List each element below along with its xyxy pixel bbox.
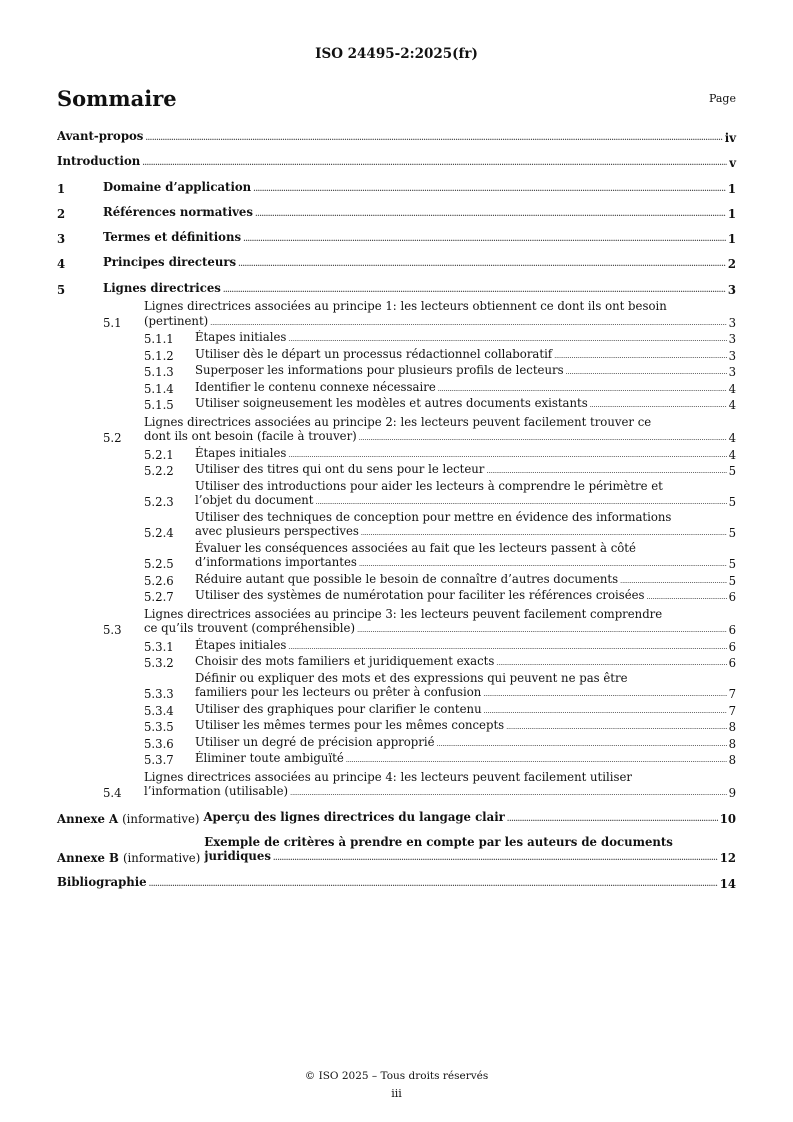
toc-entry-title bbox=[144, 607, 727, 638]
toc-entry[interactable] bbox=[57, 180, 736, 197]
toc-entry[interactable] bbox=[57, 363, 736, 380]
toc-entry-number: 5.1.4 bbox=[144, 381, 174, 396]
toc-entry-page: 9 bbox=[728, 786, 736, 801]
toc-entry-page: 4 bbox=[728, 398, 736, 413]
annex-letter: Annexe B bbox=[57, 851, 119, 866]
document-header: ISO 24495-2:2025(fr) bbox=[315, 46, 478, 62]
toc-entry-title-line: Lignes directrices associées au principe 2: les lecteurs peuvent facilement trouver ce bbox=[144, 414, 652, 429]
toc-entry-title bbox=[195, 671, 727, 702]
toc-entry-page: 3 bbox=[728, 315, 736, 330]
toc-entry-title: Utiliser les mêmes termes pour les mêmes concepts ..... bbox=[195, 718, 727, 735]
toc-entry-title-line: Utiliser des techniques de conception pour mettre en évidence des informations bbox=[195, 509, 672, 524]
toc-entry-number: 5.1.5 bbox=[144, 398, 174, 413]
toc-entry-number: 5.3.5 bbox=[144, 720, 174, 735]
toc-entry[interactable] bbox=[57, 718, 736, 735]
toc-entry[interactable] bbox=[57, 462, 736, 479]
toc-entry-page: v bbox=[729, 156, 736, 171]
toc-entry-title-line: Lignes directrices associées au principe 4: les lecteurs peuvent facilement utiliser bbox=[144, 769, 632, 784]
toc-entry[interactable] bbox=[57, 735, 736, 752]
toc-entry-number: 5.3.7 bbox=[144, 753, 174, 768]
toc-entry-page: 6 bbox=[728, 590, 736, 605]
toc-entry-number: 5.2.6 bbox=[144, 573, 174, 588]
toc-entry-title-line: familiers pour les lecteurs ou prêter à confusion ..... bbox=[195, 685, 727, 702]
toc-entry-page: 5 bbox=[728, 464, 736, 479]
toc-entry-title: Références normatives ..... bbox=[103, 205, 726, 222]
page-title: Sommaire bbox=[57, 86, 177, 111]
toc-entry-page: 4 bbox=[728, 431, 736, 446]
toc-entry-title: Utiliser dès le départ un processus rédactionnel collaboratif ..... bbox=[195, 347, 727, 364]
toc-entry-title-line: d’informations importantes ..... bbox=[195, 555, 727, 572]
toc-entry-title-line: avec plusieurs perspectives ..... bbox=[195, 524, 727, 541]
toc-entry-title bbox=[144, 415, 727, 446]
toc-entry-title: Aperçu des lignes directrices du langage clair ..... bbox=[203, 810, 717, 827]
toc-entry-title-line: juridiques ..... bbox=[204, 849, 717, 866]
toc-entry[interactable] bbox=[57, 281, 736, 298]
toc-entry-title: Utiliser des titres qui ont du sens pour le lecteur ..... bbox=[195, 462, 727, 479]
toc-entry[interactable] bbox=[57, 415, 736, 446]
toc-entry[interactable] bbox=[57, 654, 736, 671]
toc-entry-number: 5.2.2 bbox=[144, 464, 174, 479]
annex-letter: Annexe A bbox=[57, 811, 119, 826]
toc-entry-title: Utiliser des systèmes de numérotation pour faciliter les références croisées ..... bbox=[195, 588, 727, 605]
toc-entry[interactable] bbox=[57, 330, 736, 347]
toc-entry-title bbox=[144, 299, 727, 330]
toc-entry-page: 8 bbox=[728, 720, 736, 735]
toc-entry-number: 4 bbox=[57, 257, 66, 272]
toc-entry-page: 3 bbox=[727, 282, 736, 297]
toc-entry[interactable] bbox=[57, 396, 736, 413]
toc-entry-title-line: Définir ou expliquer des mots et des expressions qui peuvent ne pas être bbox=[195, 670, 628, 685]
page-number: iii bbox=[391, 1087, 402, 1100]
toc-entry-number: 5.2.7 bbox=[144, 590, 174, 605]
toc-entry-title: Identifier le contenu connexe nécessaire ..... bbox=[195, 380, 727, 397]
toc-entry[interactable] bbox=[57, 154, 736, 171]
toc-entry-page: 8 bbox=[728, 736, 736, 751]
toc-entry-page: 3 bbox=[728, 332, 736, 347]
toc-entry-title bbox=[195, 541, 727, 572]
toc-entry-page: 1 bbox=[727, 181, 736, 196]
toc-entry-page: 6 bbox=[728, 656, 736, 671]
annex-informative: (informative) bbox=[122, 851, 201, 866]
toc-entry-title-line: l’information (utilisable) ..... bbox=[144, 784, 727, 801]
annex-label bbox=[57, 812, 203, 827]
toc-entry-title: Utiliser un degré de précision approprié ..... bbox=[195, 735, 727, 752]
toc-entry-number: 5.1 bbox=[103, 315, 122, 330]
toc-entry-number: 5.2 bbox=[103, 431, 122, 446]
toc-entry[interactable] bbox=[57, 588, 736, 605]
toc-entry-number: 5.4 bbox=[103, 786, 122, 801]
toc-entry-page: 5 bbox=[728, 573, 736, 588]
toc-annex-entry[interactable] bbox=[57, 810, 736, 827]
toc-entry-title: Avant-propos ..... bbox=[57, 129, 723, 146]
toc-entry-title: Étapes initiales ..... bbox=[195, 446, 727, 463]
toc-entry-page: 2 bbox=[727, 257, 736, 272]
toc-entry-number: 5.1.2 bbox=[144, 348, 174, 363]
toc-entry-number: 5.3.6 bbox=[144, 736, 174, 751]
toc-entry-page: 1 bbox=[727, 232, 736, 247]
toc-entry-number: 5.3 bbox=[103, 623, 122, 638]
toc-entry-title bbox=[195, 510, 727, 541]
toc-entry-title-line: Utiliser des introductions pour aider les lecteurs à comprendre le périmètre et bbox=[195, 478, 663, 493]
toc-entry-title: Réduire autant que possible le besoin de connaître d’autres documents ..... bbox=[195, 572, 727, 589]
toc-entry[interactable] bbox=[57, 446, 736, 463]
toc-entry-page: 8 bbox=[728, 753, 736, 768]
toc-entry-number: 3 bbox=[57, 232, 66, 247]
toc-entry-page: 4 bbox=[728, 381, 736, 396]
toc-entry-number: 5.3.4 bbox=[144, 703, 174, 718]
toc-entry-title bbox=[144, 770, 727, 801]
toc-entry-number: 5.1.1 bbox=[144, 332, 174, 347]
toc-entry-number: 5.2.4 bbox=[144, 526, 174, 541]
toc-entry-title: Bibliographie ..... bbox=[57, 875, 718, 892]
toc-entry[interactable] bbox=[57, 205, 736, 222]
toc-entry[interactable] bbox=[57, 541, 736, 572]
toc-entry-number: 5 bbox=[57, 282, 66, 297]
toc-entry-title: Superposer les informations pour plusieurs profils de lecteurs ..... bbox=[195, 363, 727, 380]
toc-entry-number: 5.1.3 bbox=[144, 365, 174, 380]
toc-entry-page: 6 bbox=[728, 639, 736, 654]
toc-entry[interactable] bbox=[57, 380, 736, 397]
toc-entry[interactable] bbox=[57, 479, 736, 510]
toc-entry-title-line: Lignes directrices associées au principe 1: les lecteurs obtiennent ce dont ils ont besoin bbox=[144, 299, 667, 314]
toc-entry-title: Introduction ..... bbox=[57, 154, 727, 171]
annex-label bbox=[57, 851, 204, 866]
toc-entry-number: 2 bbox=[57, 206, 66, 221]
toc-entry[interactable] bbox=[57, 255, 736, 272]
toc-entry[interactable] bbox=[57, 299, 736, 330]
toc-annex-entry[interactable] bbox=[57, 835, 736, 866]
toc-entry[interactable] bbox=[57, 129, 736, 146]
toc-entry[interactable] bbox=[57, 230, 736, 247]
toc-entry[interactable] bbox=[57, 607, 736, 638]
toc-entry-title: Éliminer toute ambiguïté ..... bbox=[195, 751, 727, 768]
toc-entry-title-line: dont ils ont besoin (facile à trouver) ..... bbox=[144, 429, 727, 446]
toc-entry-title-line: ce qu’ils trouvent (compréhensible) ..... bbox=[144, 621, 727, 638]
toc-entry-title: Étapes initiales ..... bbox=[195, 638, 727, 655]
toc-entry-number: 5.3.2 bbox=[144, 656, 174, 671]
toc-bibliography-entry[interactable] bbox=[57, 875, 736, 892]
toc-entry-number: 5.2.5 bbox=[144, 557, 174, 572]
toc-entry-page: 7 bbox=[728, 687, 736, 702]
toc-entry[interactable] bbox=[57, 638, 736, 655]
toc-entry[interactable] bbox=[57, 751, 736, 768]
toc-entry-number: 1 bbox=[57, 181, 66, 196]
toc-entry-page: 5 bbox=[728, 526, 736, 541]
toc-entry-number: 5.2.1 bbox=[144, 447, 174, 462]
toc-entry-number: 5.2.3 bbox=[144, 495, 174, 510]
toc-entry-page: 3 bbox=[728, 365, 736, 380]
toc-entry[interactable] bbox=[57, 510, 736, 541]
toc-entry-number: 5.3.3 bbox=[144, 687, 174, 702]
annex-informative: (informative) bbox=[122, 811, 200, 826]
toc-entry-title: Utiliser des graphiques pour clarifier le contenu ..... bbox=[195, 702, 727, 719]
toc-entry[interactable] bbox=[57, 572, 736, 589]
toc-entry-title: Termes et définitions ..... bbox=[103, 230, 726, 247]
toc-entry-page: 4 bbox=[728, 447, 736, 462]
toc-entry-number: 5.3.1 bbox=[144, 639, 174, 654]
toc-entry-page: 1 bbox=[727, 206, 736, 221]
toc-entry-page: 5 bbox=[728, 495, 736, 510]
toc-entry-title-line: Lignes directrices associées au principe 3: les lecteurs peuvent facilement comprendre bbox=[144, 606, 663, 621]
toc-entry[interactable] bbox=[57, 702, 736, 719]
table-of-contents bbox=[57, 129, 736, 891]
toc-entry-title-line: (pertinent) ..... bbox=[144, 314, 727, 331]
toc-entry-title-line: Exemple de critères à prendre en compte par les auteurs de documents bbox=[204, 834, 673, 849]
toc-entry-title: Choisir des mots familiers et juridiquement exacts ..... bbox=[195, 654, 727, 671]
toc-entry[interactable] bbox=[57, 671, 736, 702]
toc-entry-page: 6 bbox=[728, 623, 736, 638]
toc-entry-title: Domaine d’application ..... bbox=[103, 180, 726, 197]
toc-entry-page: iv bbox=[724, 131, 736, 145]
toc-entry-title: Étapes initiales ..... bbox=[195, 330, 727, 347]
toc-entry[interactable] bbox=[57, 770, 736, 801]
toc-entry-title bbox=[204, 835, 717, 866]
toc-entry-title: Lignes directrices ..... bbox=[103, 281, 726, 298]
toc-entry-title-line: l’objet du document ..... bbox=[195, 493, 727, 510]
toc-entry-page: 12 bbox=[719, 851, 736, 866]
toc-entry[interactable] bbox=[57, 347, 736, 364]
toc-entry-page: 7 bbox=[728, 703, 736, 718]
copyright-footer: © ISO 2025 – Tous droits réservés bbox=[304, 1070, 489, 1082]
toc-entry-title: Principes directeurs ..... bbox=[103, 255, 726, 272]
toc-entry-title bbox=[195, 479, 727, 510]
toc-entry-page: 3 bbox=[728, 348, 736, 363]
toc-entry-title: Utiliser soigneusement les modèles et autres documents existants ..... bbox=[195, 396, 727, 413]
toc-entry-page: 10 bbox=[719, 811, 736, 826]
toc-entry-page: 5 bbox=[728, 557, 736, 572]
page-column-label: Page bbox=[708, 92, 736, 105]
toc-entry-title-line: Évaluer les conséquences associées au fait que les lecteurs passent à côté bbox=[195, 540, 636, 555]
toc-entry-page: 14 bbox=[719, 876, 736, 891]
